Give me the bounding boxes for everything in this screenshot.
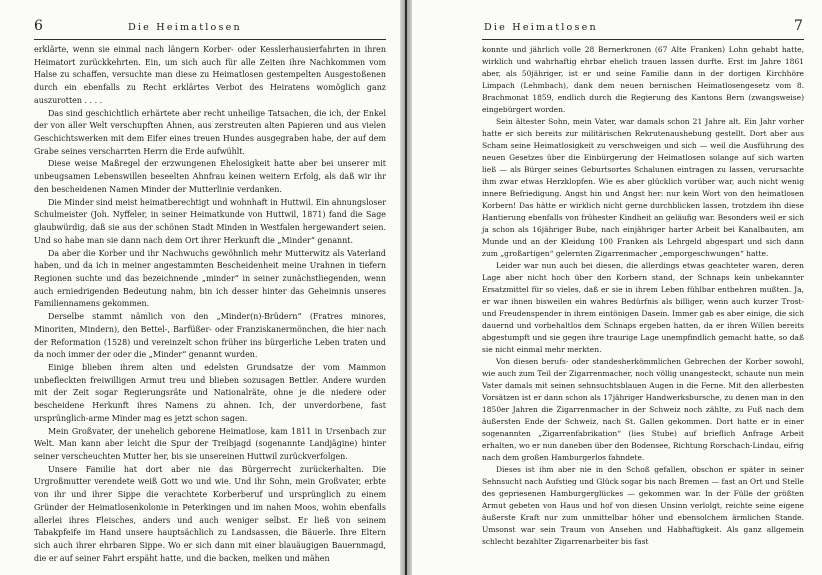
book-gutter [400,0,412,575]
left-page [0,0,400,575]
header-rule [34,39,386,40]
paragraph: Einige blieben ihrem alten und edelsten Grundsatze der vom Mammon unbefleckten freiwilligen Armut treu und blieben sozusagen Bettler. Andere wurden mit der Zeit sogar Regierungsräte und Nationalräte, ohne je die niedere oder bescheidene Herkunft ihres Namens zu ahnen. Ich, der unverdorbene, fast ursprünglich-arme Minder mag es jetzt schon sagen. [34,362,386,423]
paragraph: erklärte, wenn sie einmal nach längern Korber- oder Kesslerhausierfahrten in ihren Heimatort zurückkehrten. Ein, um sich auch für alle Zeiten ihre Nachkommen vom Halse zu schaffen, versuchte man diese zu Heimatlosen gestempelten Ausgestoßenen durch ein ebenfalls zu Recht erklärtes Verbot des Heiratens womöglich ganz auszurotten . . . . [34,45,386,105]
page-body [34,44,386,565]
paragraph: Da aber die Korber und ihr Nachwuchs gewöhnlich mehr Mutterwitz als Vaterland haben, und da ich in meiner angestammten Bescheidenheit meine Urahnen in tiefern Regionen suchte und das bezeichnende „minder“ in seiner zunächstliegenden, wenn auch erniedrigenden Bedeutung nahm, bin ich desser hinter das Geheimnis unseres Familiennamens gekommen. [34,248,386,309]
page-number: 6 [34,18,43,34]
paragraph: Mein Großvater, der unehelich geborene Heimatlose, kam 1811 in Ursenbach zur Welt. Man kann aber leicht die Spur der Treibjagd (sogenannte Landjägine) hinter seiner verscheuchten Mutter her, bis sie unsereinen Huttwil zurückverfolgen. [34,426,386,461]
running-head: Die Heimatlosen [128,22,242,33]
page-body [482,44,804,548]
paragraph: Unsere Familie hat dort aber nie das Bürgerrecht zurückerhalten. Die Urgroßmutter verendete weiß Gott wo und wie. Und ihr Sohn, mein Großvater, erbte von ihr und ihrer Sippe die verachtete Korberberuf und ursprünglich zu einem Gründer der Heimatlosenkolonie in Peterkingen und im nahen Moos, wohin ebenfalls allerlei ihres Fleisches, anders und auch weniger selbst. Er ließ von seinem Tabakpfeife im Hand unsere hauptsächlich zu Landsassen, die Bäuerle. Ihre Eltern sich auch ihrer ehrbaren Sippe. Wo er sich dann mit einer blauäugigen Bauernmagd, die er auf seiner Fahrt erspäht hatte, und die backen, melken und mähen [34,464,386,563]
paragraph: Von diesen berufs- oder standesherkömmlichen Gebrechen der Korber sowohl, wie auch zum Teil der Zigarrenmacher, noch völlig unangesteckt, schaute nun mein Vater damals mit seinen sehnsuchtsblauen Augen in die Ferne. Mit den allerbesten Vorsätzen ist er dann schon als 17jähriger Handwerksbursche, zu denen man in den 1850er Jahren die Zigarrenmacher in der Schweiz noch zählte, zu Fuß nach dem äußersten Ende der Schweiz, nach St. Gallen gekommen. Dort hatte er in einer sogenannten „Zigarrenfabrikation“ (lies Stube) auf brieflich Anfrage Arbeit erhalten, wo er nun daneben über den Bodensee, Richtung Rorschach-Lindau, eifrig nach dem großen Hamburgerlos fahndete. [482,357,804,462]
paragraph: Derselbe stammt nämlich von den „Minder(n)-Brüdern“ (Fratres minores, Minoriten, Mindern), den Bettel-, Barfüßer- oder Franziskanermönchen, die hier nach der Reformation (1528) und vereinzelt schon früher ins bürgerliche Leben traten und da noch immer der oder die „Minder“ genannt wurden. [34,312,386,360]
running-head: Die Heimatlosen [484,22,598,33]
paragraph: Das sind geschichtlich erhärtete aber recht unheilige Tatsachen, die ich, der Enkel der von aller Welt verschupften Ahnen, aus zerstreuten alten Papieren und aus vielen Geschichtswerken mit dem Eifer eines treuen Hundes ausgegraben habe, der auf dem Grabe seines verscharrten Herrn die Erde aufwühlt. [34,108,386,156]
paragraph: Sein ältester Sohn, mein Vater, war damals schon 21 Jahre alt. Ein Jahr vorher hatte er sich bereits zur militärischen Rekrutenaushebung gestellt. Dort aber aus Scham seine Heimatlosigkeit zu verschweigen und sich — weil die Ausführung des neuen Gesetzes über die Einbürgerung der Heimatlosen solange auf sich warten ließ — als Bürger seines Geburtsortes Schalunen eintragen zu lassen, verursachte ihm zwar etwas Herzklopfen. Wie es aber glücklich vorüber war, auch nicht wenig innere Befriedigung. Angst hin und Angst her: nur kein Wort von den heimatlosen Korbern! Das hätte er wirklich nicht gerne durchblicken lassen, trotzdem ihn diese Hantierung ebenfalls von frühester Kindheit an geläufig war. Besonders weil er sich ja schon als 16jähriger Bube, nach einjähriger harter Arbeit bei Kanalbauten, am Munde und an der Kleidung 100 Franken als Lehrgeld abgespart und sich dann zum „großartigen“ gelernten Zigarrenmacher „emporgeschwungen“ hatte. [482,117,804,258]
right-page [412,0,822,575]
header-rule [482,39,804,40]
paragraph: Dieses ist ihm aber nie in den Schoß gefallen, obschon er später in seiner Sehnsucht nach Aufstieg und Glück sogar bis nach Bremen — fast an Ort und Stelle des gepriesenen Hamburgerglückes — gekommen war. In der Fülle der größten Armut gebeten von Haus und hof von diesen Unsinn verlolgt, reichte seine eigene äußerste Kraft nur zum unmittelbar höher und ebensolchem ärmlichen Stande. Umsonst war sein Traum von Ansehen und Habhaftigkeit. Als ganz allgemein schlecht bezahlter Zigarrenarbeiter bis fast [482,465,804,546]
page-number: 7 [794,18,803,34]
paragraph: Diese weise Maßregel der erzwungenen Ehelosigkeit hatte aber bei unserer mit unbeugsamen Lebenswillen beseelten Ahnfrau keinen weitern Erfolg, als daß wir ihr den bescheidenen Namen Minder der Mutterlinie verdanken. [34,159,386,194]
paragraph: Leider war nun auch bei diesen, die allerdings etwas geachteter waren, deren Lage aber nicht hoch über den Korbern stand, der Schnaps kein unbekannter Ersatzmittel für so vieles, daß er sie in ihrem Leben fühlbar entbehren mußten. Ja, er war ihnen bisweilen ein wahres Bedürfnis als billiger, wenn auch kurzer Trost- und Freudenspender in ihrem eintönigen Dasein. Immer gab es aber einige, die sich dauernd und vorbehaltlos dem Schnaps ergeben hatten, da er ihren Willen bereits abgestumpft und sie gegen ihre traurige Lage unempfindlich gemacht hatte, so daß sie nicht einmal mehr merkten. [482,261,804,354]
paragraph: konnte und jährlich volle 28 Bernerkronen (67 Alte Franken) Lohn gehabt hatte, wirklich und wahrhaftig ehrbar ehelich trauen lassen durfte. Erst im Jahre 1861 aber, als 50jähriger, ist er und seine Familie dann in der dortigen Kirchhöre Limpach (Lehmbach), dank dem neuen bernischen Heimatlosengesetz vom 8. Brachmonat 1859, endlich durch die Regierung des Kantons Bern (zwangsweise) eingebürgert worden. [482,45,804,114]
paragraph: Die Minder sind meist heimatberechtigt und wohnhaft in Huttwil. Ein ahnungsloser Schulmeister (Joh. Nyffeler, in seiner Heimatkunde von Huttwil, 1871) fand die Sage glaubwürdig, daß sie aus der schönen Stadt Minden in Westfalen hergewandert seien. Und so habe man sie dann nach dem Ort ihrer Herkunft die „Minder“ genannt. [34,197,386,245]
